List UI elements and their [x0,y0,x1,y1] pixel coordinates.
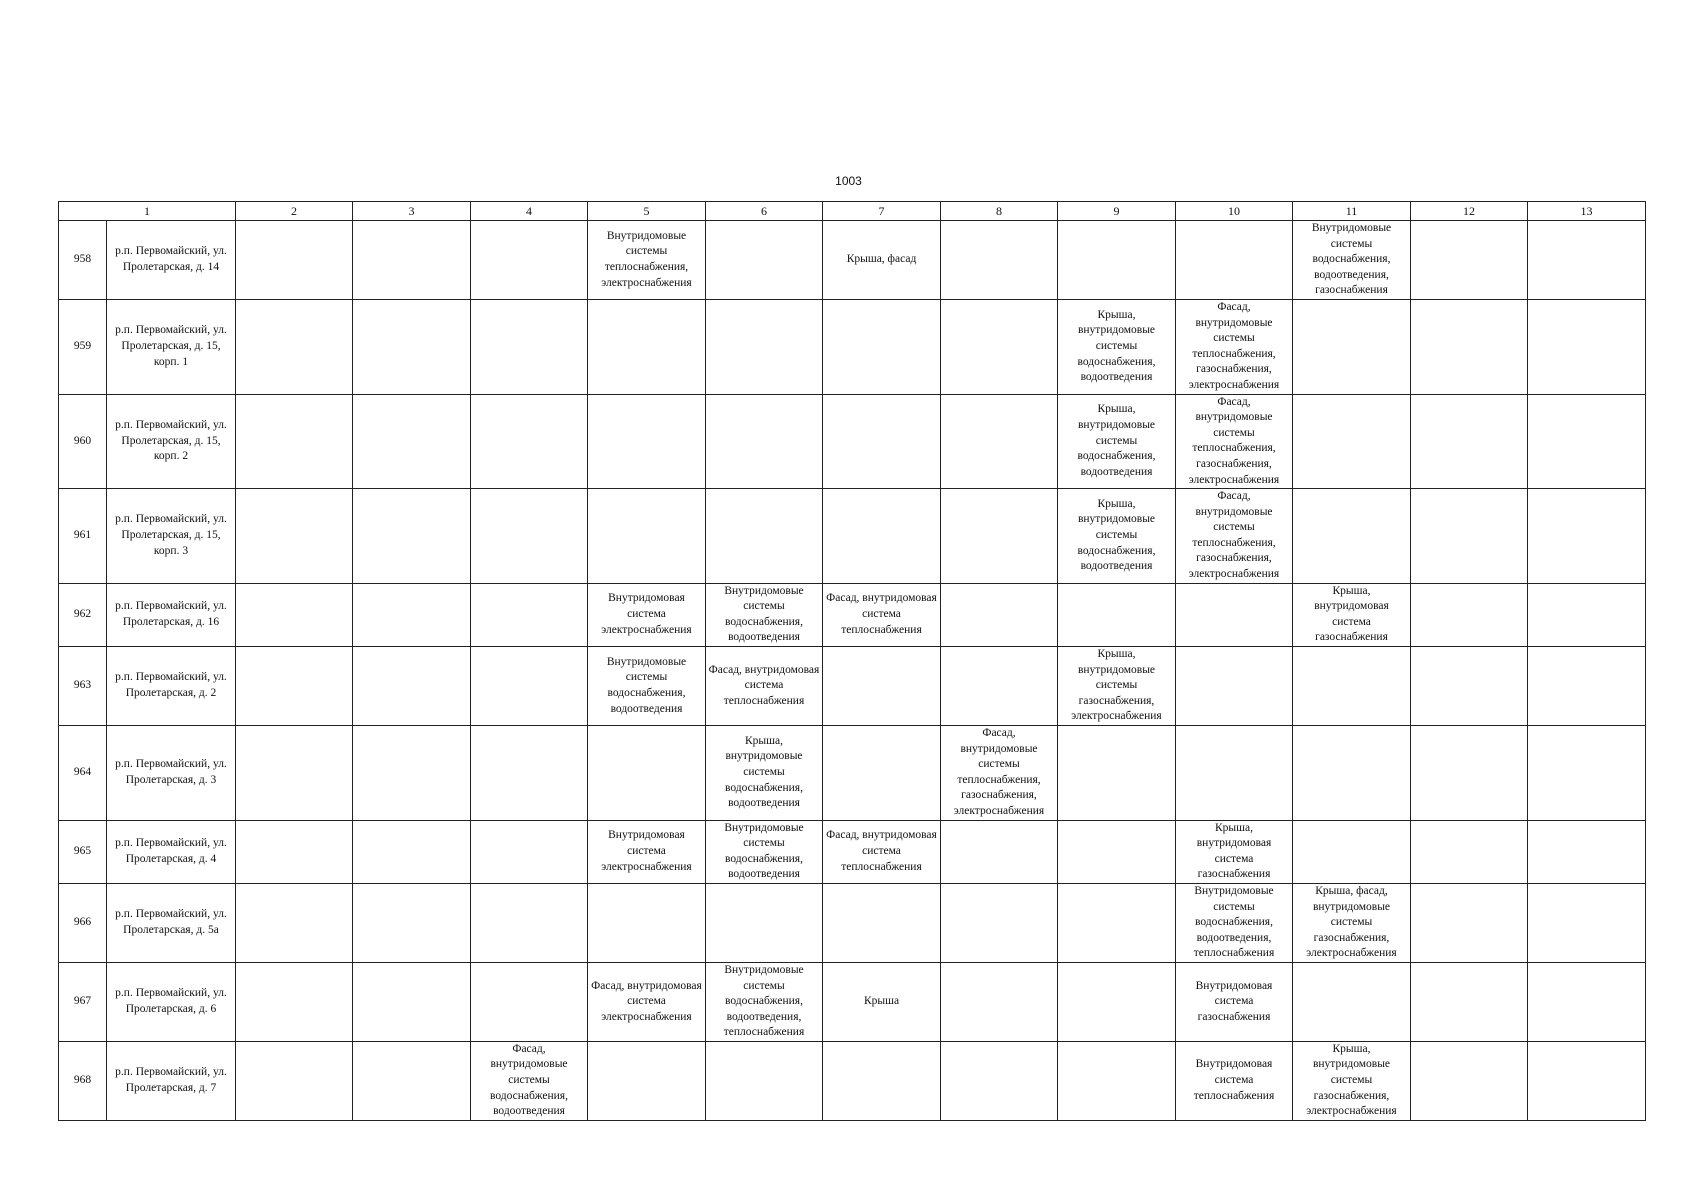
column-header-8: 8 [941,202,1058,221]
table-row [59,583,1646,646]
row-number: 963 [59,647,107,726]
work-cell-col-5 [588,394,706,489]
work-cell-col-5 [588,726,706,821]
work-cell-col-13 [1528,489,1646,584]
work-cell-col-6: Внутридомовые системы водоснабжения, водоотведения [706,820,823,883]
work-cell-col-9 [1058,221,1176,300]
work-cell-col-4: Фасад, внутридомовые системы водоснабжения, водоотведения [471,1041,588,1120]
work-cell-col-5 [588,1041,706,1120]
row-number: 961 [59,489,107,584]
work-cell-col-4 [471,394,588,489]
work-cell-col-10 [1176,647,1293,726]
table-body [59,221,1646,1121]
work-cell-col-3 [353,489,471,584]
work-cell-col-7 [823,489,941,584]
work-cell-col-13 [1528,962,1646,1041]
table-row [59,726,1646,821]
work-cell-col-13 [1528,299,1646,394]
work-cell-col-6 [706,883,823,962]
row-number: 968 [59,1041,107,1120]
work-cell-col-13 [1528,583,1646,646]
table-row [59,883,1646,962]
work-cell-col-4 [471,820,588,883]
work-cell-col-5: Внутридомовая система электроснабжения [588,583,706,646]
page-number: 1003 [835,174,862,188]
table-row [59,489,1646,584]
table-row [59,647,1646,726]
work-cell-col-3 [353,962,471,1041]
work-cell-col-8 [941,489,1058,584]
work-cell-col-4 [471,489,588,584]
table-row [59,394,1646,489]
work-cell-col-7: Крыша, фасад [823,221,941,300]
work-cell-col-10 [1176,726,1293,821]
address-cell: р.п. Первомайский, ул. Пролетарская, д. 15, корп. 2 [107,394,236,489]
work-cell-col-13 [1528,820,1646,883]
work-cell-col-7: Фасад, внутридомовая система теплоснабжения [823,820,941,883]
work-cell-col-11: Крыша, фасад, внутридомовые системы газоснабжения, электроснабжения [1293,883,1411,962]
work-cell-col-6 [706,221,823,300]
work-cell-col-13 [1528,221,1646,300]
address-cell: р.п. Первомайский, ул. Пролетарская, д. 15, корп. 3 [107,489,236,584]
work-cell-col-9: Крыша, внутридомовые системы газоснабжения, электроснабжения [1058,647,1176,726]
column-header-1: 1 [59,202,236,221]
address-cell: р.п. Первомайский, ул. Пролетарская, д. 15, корп. 1 [107,299,236,394]
column-header-3: 3 [353,202,471,221]
column-header-11: 11 [1293,202,1411,221]
work-cell-col-2 [236,1041,353,1120]
work-cell-col-3 [353,647,471,726]
work-cell-col-10: Крыша, внутридомовая система газоснабжения [1176,820,1293,883]
column-header-4: 4 [471,202,588,221]
work-cell-col-9 [1058,726,1176,821]
work-cell-col-4 [471,726,588,821]
work-cell-col-8 [941,883,1058,962]
address-cell: р.п. Первомайский, ул. Пролетарская, д. 16 [107,583,236,646]
column-header-6: 6 [706,202,823,221]
work-cell-col-13 [1528,394,1646,489]
work-cell-col-11 [1293,299,1411,394]
work-cell-col-11 [1293,726,1411,821]
work-cell-col-8 [941,583,1058,646]
work-cell-col-10: Фасад, внутридомовые системы теплоснабжения, газоснабжения, электроснабжения [1176,489,1293,584]
work-cell-col-12 [1411,726,1528,821]
work-cell-col-10 [1176,221,1293,300]
work-cell-col-7 [823,1041,941,1120]
work-cell-col-3 [353,820,471,883]
work-cell-col-10: Внутридомовая система газоснабжения [1176,962,1293,1041]
work-cell-col-10: Фасад, внутридомовые системы теплоснабжения, газоснабжения, электроснабжения [1176,394,1293,489]
work-cell-col-3 [353,883,471,962]
work-cell-col-4 [471,962,588,1041]
work-cell-col-8: Фасад, внутридомовые системы теплоснабжения, газоснабжения, электроснабжения [941,726,1058,821]
table-row [59,221,1646,300]
column-header-5: 5 [588,202,706,221]
work-cell-col-2 [236,489,353,584]
column-header-12: 12 [1411,202,1528,221]
work-cell-col-12 [1411,299,1528,394]
work-cell-col-8 [941,1041,1058,1120]
work-cell-col-7: Крыша [823,962,941,1041]
work-cell-col-13 [1528,726,1646,821]
work-cell-col-12 [1411,647,1528,726]
work-cell-col-7 [823,299,941,394]
address-cell: р.п. Первомайский, ул. Пролетарская, д. 3 [107,726,236,821]
work-cell-col-4 [471,299,588,394]
address-cell: р.п. Первомайский, ул. Пролетарская, д. 14 [107,221,236,300]
work-cell-col-8 [941,647,1058,726]
row-number: 958 [59,221,107,300]
column-header-9: 9 [1058,202,1176,221]
table-row [59,820,1646,883]
work-cell-col-13 [1528,1041,1646,1120]
work-cell-col-8 [941,962,1058,1041]
address-cell: р.п. Первомайский, ул. Пролетарская, д. 4 [107,820,236,883]
work-cell-col-9 [1058,883,1176,962]
work-cell-col-7 [823,394,941,489]
work-cell-col-11 [1293,489,1411,584]
work-cell-col-6: Крыша, внутридомовые системы водоснабжения, водоотведения [706,726,823,821]
work-cell-col-2 [236,583,353,646]
work-cell-col-11 [1293,647,1411,726]
address-cell: р.п. Первомайский, ул. Пролетарская, д. 7 [107,1041,236,1120]
table-row [59,962,1646,1041]
work-cell-col-12 [1411,583,1528,646]
row-number: 964 [59,726,107,821]
row-number: 960 [59,394,107,489]
table-row [59,299,1646,394]
column-header-2: 2 [236,202,353,221]
work-cell-col-3 [353,583,471,646]
work-cell-col-7 [823,726,941,821]
address-cell: р.п. Первомайский, ул. Пролетарская, д. 6 [107,962,236,1041]
work-cell-col-3 [353,394,471,489]
work-cell-col-6: Фасад, внутридомовая система теплоснабжения [706,647,823,726]
work-cell-col-11 [1293,962,1411,1041]
work-cell-col-7 [823,647,941,726]
work-cell-col-8 [941,299,1058,394]
work-cell-col-3 [353,299,471,394]
work-cell-col-11: Крыша, внутридомовые системы газоснабжения, электроснабжения [1293,1041,1411,1120]
work-cell-col-2 [236,820,353,883]
work-cell-col-10 [1176,583,1293,646]
work-cell-col-2 [236,962,353,1041]
work-cell-col-2 [236,299,353,394]
row-number: 966 [59,883,107,962]
work-cell-col-9: Крыша, внутридомовые системы водоснабжения, водоотведения [1058,394,1176,489]
work-cell-col-6 [706,1041,823,1120]
work-cell-col-13 [1528,647,1646,726]
work-cell-col-5 [588,883,706,962]
work-cell-col-9: Крыша, внутридомовые системы водоснабжения, водоотведения [1058,299,1176,394]
row-number: 965 [59,820,107,883]
work-cell-col-4 [471,883,588,962]
work-cell-col-5: Внутридомовые системы теплоснабжения, электроснабжения [588,221,706,300]
work-cell-col-10: Внутридомовая система теплоснабжения [1176,1041,1293,1120]
work-cell-col-11 [1293,394,1411,489]
work-cell-col-6: Внутридомовые системы водоснабжения, водоотведения, теплоснабжения [706,962,823,1041]
work-cell-col-5: Внутридомовые системы водоснабжения, водоотведения [588,647,706,726]
work-cell-col-7 [823,883,941,962]
work-cell-col-12 [1411,883,1528,962]
work-cell-col-11: Внутридомовые системы водоснабжения, водоотведения, газоснабжения [1293,221,1411,300]
work-cell-col-6 [706,299,823,394]
work-cell-col-8 [941,221,1058,300]
work-cell-col-2 [236,394,353,489]
work-cell-col-5 [588,489,706,584]
work-cell-col-4 [471,647,588,726]
work-cell-col-5: Фасад, внутридомовая система электроснабжения [588,962,706,1041]
work-cell-col-12 [1411,394,1528,489]
address-cell: р.п. Первомайский, ул. Пролетарская, д. 5а [107,883,236,962]
work-cell-col-2 [236,726,353,821]
work-cell-col-11: Крыша, внутридомовая система газоснабжения [1293,583,1411,646]
work-cell-col-6 [706,394,823,489]
work-cell-col-9 [1058,583,1176,646]
work-cell-col-9: Крыша, внутридомовые системы водоснабжения, водоотведения [1058,489,1176,584]
work-cell-col-10: Фасад, внутридомовые системы теплоснабжения, газоснабжения, электроснабжения [1176,299,1293,394]
work-cell-col-12 [1411,820,1528,883]
row-number: 967 [59,962,107,1041]
work-cell-col-4 [471,221,588,300]
work-cell-col-8 [941,394,1058,489]
column-header-13: 13 [1528,202,1646,221]
work-cell-col-2 [236,221,353,300]
work-cell-col-10: Внутридомовые системы водоснабжения, водоотведения, теплоснабжения [1176,883,1293,962]
work-cell-col-9 [1058,820,1176,883]
work-cell-col-12 [1411,489,1528,584]
work-cell-col-12 [1411,1041,1528,1120]
work-cell-col-2 [236,647,353,726]
column-header-7: 7 [823,202,941,221]
row-number: 959 [59,299,107,394]
work-cell-col-7: Фасад, внутридомовая система теплоснабжения [823,583,941,646]
register-table [58,201,1646,1121]
work-cell-col-13 [1528,883,1646,962]
work-cell-col-5: Внутридомовая система электроснабжения [588,820,706,883]
work-cell-col-6 [706,489,823,584]
work-cell-col-3 [353,726,471,821]
work-cell-col-3 [353,1041,471,1120]
work-cell-col-5 [588,299,706,394]
table-row [59,1041,1646,1120]
work-cell-col-9 [1058,1041,1176,1120]
work-cell-col-6: Внутридомовые системы водоснабжения, водоотведения [706,583,823,646]
work-cell-col-4 [471,583,588,646]
row-number: 962 [59,583,107,646]
work-cell-col-12 [1411,962,1528,1041]
column-header-10: 10 [1176,202,1293,221]
header-row [59,202,1646,221]
work-cell-col-8 [941,820,1058,883]
work-cell-col-9 [1058,962,1176,1041]
work-cell-col-2 [236,883,353,962]
work-cell-col-12 [1411,221,1528,300]
address-cell: р.п. Первомайский, ул. Пролетарская, д. 2 [107,647,236,726]
work-cell-col-11 [1293,820,1411,883]
work-cell-col-3 [353,221,471,300]
